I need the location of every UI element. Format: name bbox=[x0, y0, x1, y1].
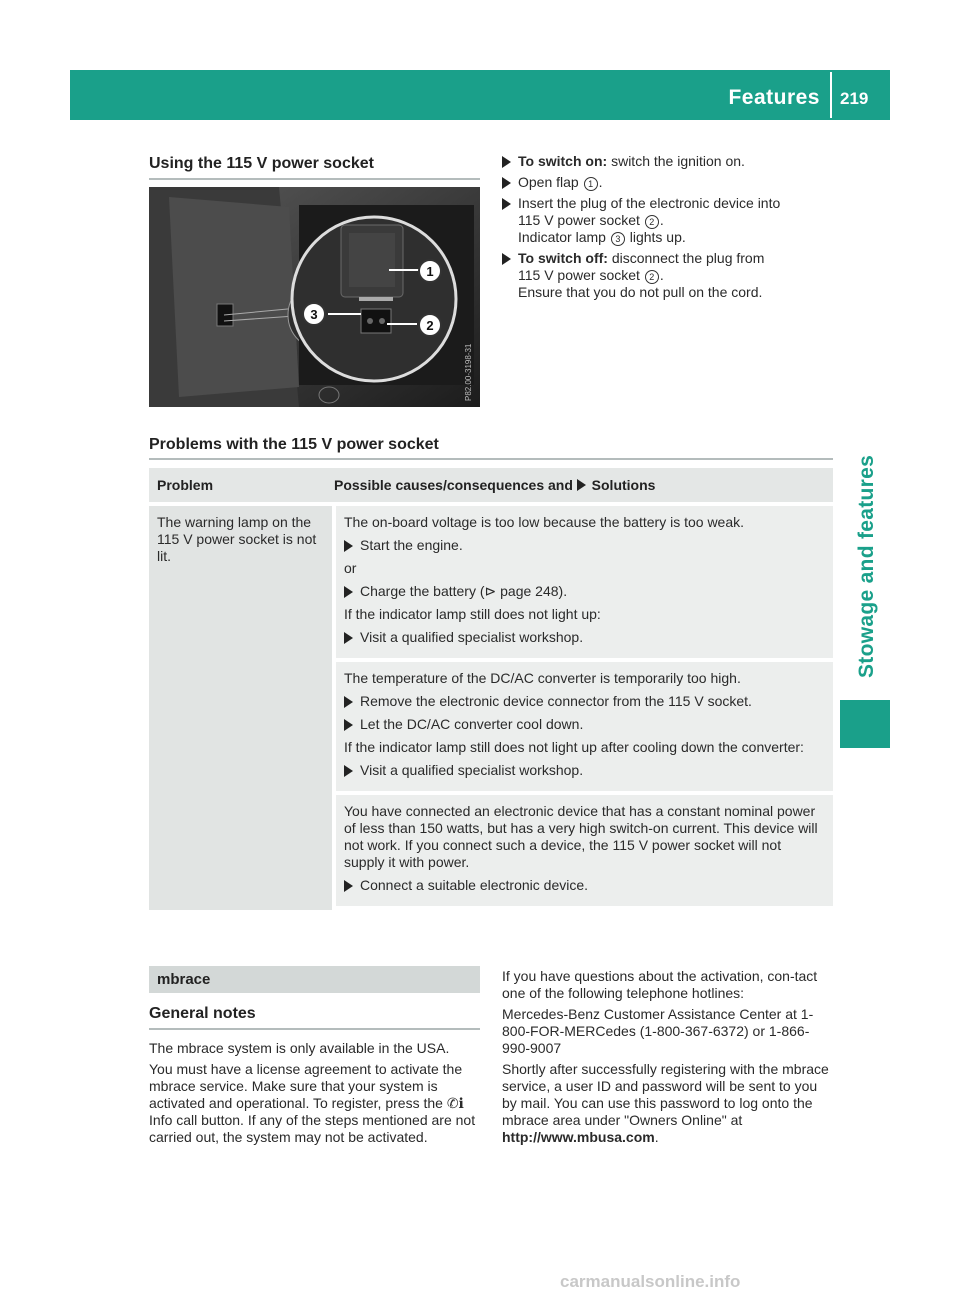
solution-step: Start the engine. bbox=[344, 537, 825, 554]
mbrace-paragraph: You must have a license agreement to activate the mbrace service. Make sure that your system is activated and operational. To register, press the ✆ℹ Info call button. If any of the steps mentioned are not carried out, the system may not be activated. bbox=[149, 1061, 476, 1145]
cause-text: You have connected an electronic device that has a constant nominal power of less than 150 watts, but has a very high switch-on current. This device will not work. If you connect such a device, the 115 V power socket will not supply it with power. bbox=[344, 803, 818, 870]
problems-table bbox=[149, 468, 833, 910]
cause-cell-3 bbox=[336, 795, 833, 906]
callout-ref-1: 1 bbox=[584, 177, 598, 191]
arrow-icon bbox=[344, 719, 353, 731]
mbrace-section-label: mbrace bbox=[157, 971, 211, 988]
solution-step: Remove the electronic device connector from the 115 V socket. bbox=[344, 693, 825, 710]
mbrace-right-column bbox=[502, 968, 833, 1146]
section-heading-problems: Problems with the 115 V power socket bbox=[149, 436, 439, 453]
section-heading-general-notes: General notes bbox=[149, 1005, 256, 1022]
arrow-icon bbox=[344, 765, 353, 777]
instruction-step: To switch off: disconnect the plug from 115 V power socket 2 . Ensure that you do not pull on the cord. bbox=[502, 250, 832, 301]
table-body bbox=[149, 506, 833, 910]
page-number: 219 bbox=[840, 89, 869, 108]
solution-step: Connect a suitable electronic device. bbox=[344, 877, 825, 894]
mbrace-paragraph: If you have questions about the activation, con-tact one of the following telephone hotlines: bbox=[502, 968, 818, 1001]
arrow-icon bbox=[344, 540, 353, 552]
hotline-numbers: Mercedes-Benz Customer Assistance Center at 1-800-FOR-MERCedes (1-800-367-6372) or 1-866-990-9007 bbox=[502, 1006, 814, 1056]
mbrace-left-column bbox=[149, 1040, 480, 1146]
arrow-icon bbox=[344, 696, 353, 708]
callout-3 bbox=[303, 303, 325, 325]
instruction-step: To switch on: switch the ignition on. bbox=[502, 153, 832, 170]
solution-step: Visit a qualified specialist workshop. bbox=[344, 629, 825, 646]
phone-info-icon: ✆ℹ bbox=[446, 1095, 464, 1111]
section-heading-using-socket: Using the 115 V power socket bbox=[149, 155, 374, 172]
power-socket-illustration bbox=[149, 187, 480, 407]
instruction-step: Insert the plug of the electronic device into 115 V power socket 2 . Indicator lamp 3 lights up. bbox=[502, 195, 832, 246]
header-divider bbox=[830, 72, 832, 118]
arrow-icon bbox=[502, 177, 511, 189]
heading-rule bbox=[149, 1028, 480, 1030]
arrow-icon bbox=[502, 198, 511, 210]
heading-rule bbox=[149, 458, 833, 460]
switch-on-instructions bbox=[502, 153, 832, 305]
callout-ref-2: 2 bbox=[645, 270, 659, 284]
heading-rule bbox=[149, 178, 480, 180]
side-tab-marker bbox=[840, 700, 890, 748]
callout-3-label: 3 bbox=[310, 307, 318, 322]
watermark: carmanualsonline.info bbox=[560, 1272, 741, 1291]
callout-1-label: 1 bbox=[426, 264, 434, 279]
arrow-icon bbox=[502, 156, 511, 168]
col-header-problem: Problem bbox=[157, 477, 214, 493]
callout-ref-2: 2 bbox=[645, 215, 659, 229]
table-header bbox=[149, 468, 833, 502]
cause-text: The temperature of the DC/AC converter is temporarily too high. bbox=[344, 670, 741, 686]
followup-text: If the indicator lamp still does not light up after cooling down the converter: bbox=[344, 739, 804, 755]
callout-2 bbox=[419, 314, 441, 336]
solution-step: Visit a qualified specialist workshop. bbox=[344, 762, 825, 779]
side-tab-label: Stowage and features bbox=[855, 454, 878, 678]
solution-step: Charge the battery (⊳ page 248). bbox=[344, 583, 825, 600]
photo-code: P82.00-3198-31 bbox=[464, 343, 473, 401]
cause-text: The on-board voltage is too low because the battery is too weak. bbox=[344, 514, 745, 530]
callout-2-label: 2 bbox=[426, 318, 434, 333]
mbrace-paragraph: Shortly after successfully registering with the mbrace service, a user ID and password will be sent to you by mail. You can use this password to log onto the mbrace area under "Owners Online" at http://www.mbusa.com. bbox=[502, 1061, 829, 1145]
solution-step: Let the DC/AC converter cool down. bbox=[344, 716, 825, 733]
followup-text: If the indicator lamp still does not light up: bbox=[344, 606, 601, 622]
power-socket-photo bbox=[149, 187, 480, 407]
mbrace-paragraph: The mbrace system is only available in the USA. bbox=[149, 1040, 450, 1056]
col-header-solutions: Possible causes/consequences and Solutions bbox=[334, 477, 656, 493]
solutions-column bbox=[336, 506, 833, 910]
or-text: or bbox=[344, 560, 357, 576]
cause-cell-1 bbox=[336, 506, 833, 658]
callout-ref-3: 3 bbox=[611, 232, 625, 246]
mbusa-link[interactable]: http://www.mbusa.com bbox=[502, 1129, 655, 1145]
section-title: Features bbox=[728, 86, 820, 109]
problem-cell: The warning lamp on the 115 V power socket is not lit. bbox=[149, 506, 332, 910]
arrow-icon bbox=[577, 479, 586, 491]
cause-cell-2 bbox=[336, 662, 833, 791]
page-ref-icon: ⊳ bbox=[484, 583, 501, 599]
arrow-icon bbox=[344, 632, 353, 644]
arrow-icon bbox=[344, 586, 353, 598]
arrow-icon bbox=[344, 880, 353, 892]
arrow-icon bbox=[502, 253, 511, 265]
instruction-step: Open flap 1 . bbox=[502, 174, 832, 191]
callout-1 bbox=[419, 260, 441, 282]
